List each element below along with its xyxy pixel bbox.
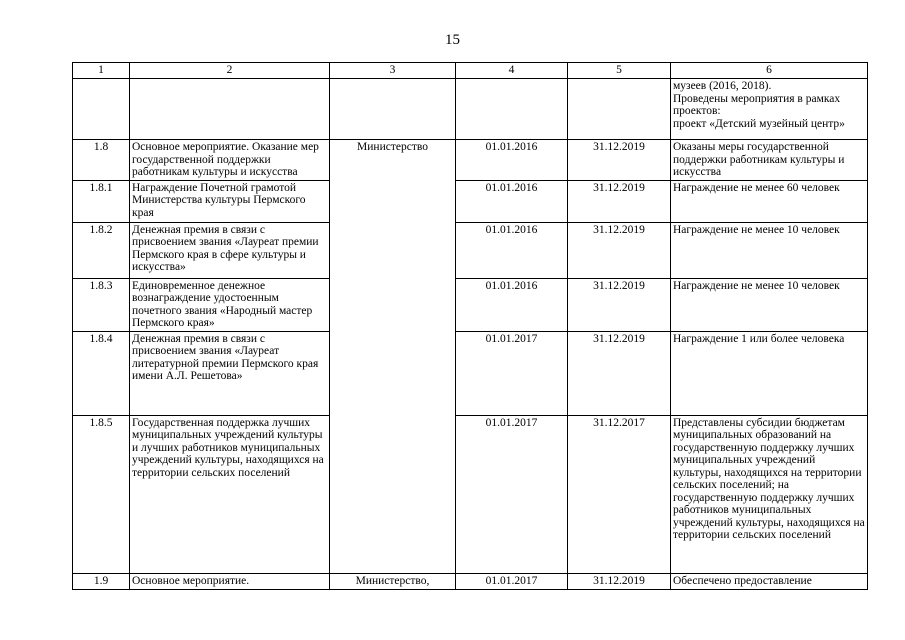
table-row [73, 415, 868, 573]
header-col-6: 6 [671, 63, 868, 79]
header-col-2: 2 [130, 63, 330, 79]
cell-executor: Министерство, [330, 573, 456, 589]
program-activities-table [72, 62, 868, 590]
cell-end: 31.12.2019 [568, 573, 671, 589]
table-row [73, 180, 868, 222]
cell-start: 01.01.2016 [456, 222, 568, 278]
header-col-3: 3 [330, 63, 456, 79]
cell-num [73, 79, 130, 140]
header-col-5: 5 [568, 63, 671, 79]
header-row [73, 63, 868, 79]
cell-num: 1.8.1 [73, 180, 130, 222]
cell-name: Единовременное денежное вознаграждение удостоенным почетного звания «Народный мастер Пермского края» [130, 278, 330, 331]
cell-end: 31.12.2019 [568, 180, 671, 222]
cell-result: Оказаны меры государственной поддержки работникам культуры и искусства [671, 140, 868, 181]
cell-num: 1.8.2 [73, 222, 130, 278]
cell-num: 1.9 [73, 573, 130, 589]
page-number: 15 [445, 32, 460, 48]
cell-name: Основное мероприятие. [130, 573, 330, 589]
cell-name: Денежная премия в связи с присвоением звания «Лауреат премии Пермского края в сфере культуры и искусства» [130, 222, 330, 278]
cell-end: 31.12.2019 [568, 222, 671, 278]
cell-start: 01.01.2017 [456, 415, 568, 573]
table-row [73, 79, 868, 140]
cell-result: Награждение 1 или более человека [671, 331, 868, 415]
table-row [73, 573, 868, 589]
table-row [73, 140, 868, 181]
table-row [73, 222, 868, 278]
cell-result: Обеспечено предоставление [671, 573, 868, 589]
cell-result: Награждение не менее 10 человек [671, 222, 868, 278]
cell-start: 01.01.2017 [456, 331, 568, 415]
cell-result: Награждение не менее 60 человек [671, 180, 868, 222]
cell-result: Награждение не менее 10 человек [671, 278, 868, 331]
cell-num: 1.8.4 [73, 331, 130, 415]
cell-end [568, 79, 671, 140]
cell-start: 01.01.2016 [456, 278, 568, 331]
cell-start: 01.01.2016 [456, 180, 568, 222]
cell-executor [330, 79, 456, 140]
cell-name: Награждение Почетной грамотой Министерства культуры Пермского края [130, 180, 330, 222]
cell-name: Денежная премия в связи с присвоением звания «Лауреат литературной премии Пермского края имени А.Л. Решетова» [130, 331, 330, 415]
cell-name: Государственная поддержка лучших муниципальных учреждений культуры и лучших работников муниципальных учреждений культуры, находящихся на территории сельских поселений [130, 415, 330, 573]
header-col-1: 1 [73, 63, 130, 79]
cell-end: 31.12.2017 [568, 415, 671, 573]
cell-end: 31.12.2019 [568, 331, 671, 415]
cell-start: 01.01.2017 [456, 573, 568, 589]
cell-name: Основное мероприятие. Оказание мер государственной поддержки работникам культуры и искусства [130, 140, 330, 181]
header-col-4: 4 [456, 63, 568, 79]
cell-end: 31.12.2019 [568, 140, 671, 181]
cell-name [130, 79, 330, 140]
table-row [73, 278, 868, 331]
cell-num: 1.8.5 [73, 415, 130, 573]
cell-start: 01.01.2016 [456, 140, 568, 181]
cell-num: 1.8 [73, 140, 130, 181]
cell-start [456, 79, 568, 140]
cell-executor: Министерство [330, 140, 456, 574]
cell-result: музеев (2016, 2018). Проведены мероприятия в рамках проектов: проект «Детский музейный центр» [671, 79, 868, 140]
cell-num: 1.8.3 [73, 278, 130, 331]
cell-result: Представлены субсидии бюджетам муниципальных образований на государственную поддержку лучших муниципальных учреждений культуры, находящихся на территории сельских поселений; на государственную поддержку лучших работников муниципальных учреждений культуры, находящихся на территории сельских поселений [671, 415, 868, 573]
cell-end: 31.12.2019 [568, 278, 671, 331]
table-row [73, 331, 868, 415]
